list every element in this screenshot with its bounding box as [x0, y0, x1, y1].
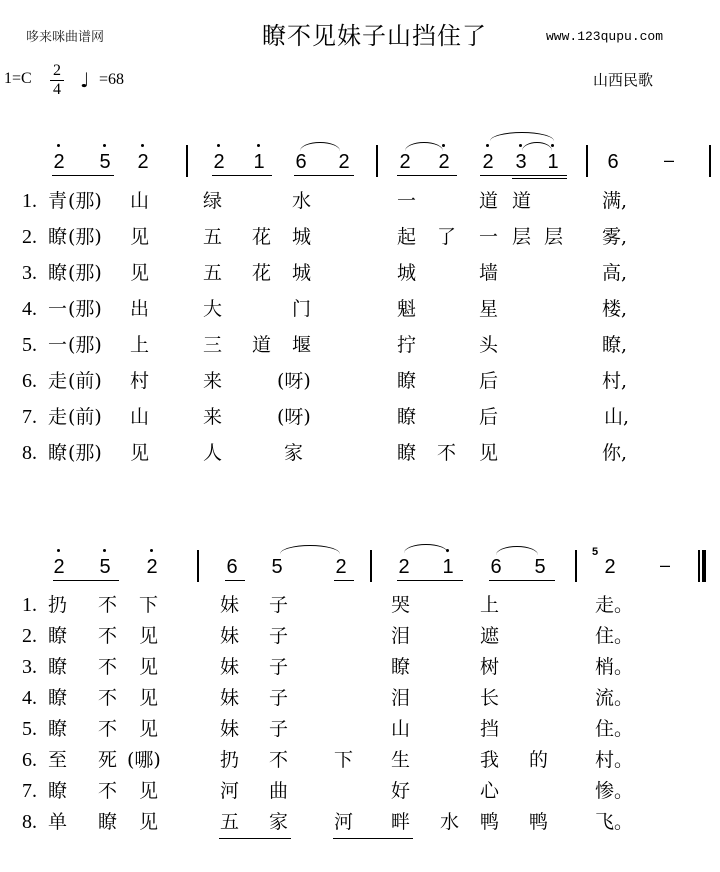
- underline-beam: [334, 580, 354, 581]
- grace-note: 5: [592, 546, 599, 558]
- note: 2: [335, 556, 347, 578]
- quarter-note-icon: ♩: [80, 68, 90, 92]
- note: 5: [98, 152, 112, 172]
- note: 5: [98, 557, 112, 577]
- slur: [522, 142, 552, 151]
- barline: [186, 145, 188, 177]
- underline-beam: [489, 580, 555, 581]
- note: 6: [607, 151, 619, 173]
- note: 2: [481, 152, 495, 172]
- barline: [370, 550, 372, 582]
- slur: [280, 545, 340, 554]
- site-name: 哆来咪曲谱网: [26, 30, 105, 45]
- note: 6: [226, 556, 238, 578]
- lyric-underline: [219, 838, 291, 839]
- underline-beam: [225, 580, 245, 581]
- note: 2: [437, 152, 451, 172]
- underline-beam: [53, 580, 119, 581]
- tempo-marking: =68: [99, 71, 125, 88]
- key-signature: 1=C: [4, 70, 32, 87]
- note: 3: [514, 152, 528, 172]
- underline-beam: [397, 175, 457, 176]
- underline-beam: [512, 178, 567, 179]
- note: 1: [546, 152, 560, 172]
- note: 2: [145, 557, 159, 577]
- slur: [405, 142, 443, 151]
- barline: [376, 145, 378, 177]
- composer-credit: 山西民歌: [593, 71, 654, 89]
- note: 1: [441, 557, 455, 577]
- final-barline-thick: [702, 550, 706, 582]
- note: 5: [534, 556, 546, 578]
- time-sig-top: 2: [53, 62, 61, 79]
- barline: [586, 145, 588, 177]
- dash-hold: –: [660, 555, 671, 575]
- underline-beam: [480, 175, 567, 176]
- final-barline-thin: [698, 550, 700, 582]
- note: 2: [398, 556, 410, 578]
- note: 2: [52, 557, 66, 577]
- slur: [490, 132, 554, 141]
- lyric-underline: [333, 838, 413, 839]
- note: 5: [271, 556, 283, 578]
- note: 2: [136, 152, 150, 172]
- note: 2: [338, 151, 350, 173]
- slur: [300, 142, 340, 151]
- site-url[interactable]: www.123qupu.com: [546, 29, 664, 44]
- note: 2: [212, 152, 226, 172]
- barline: [197, 550, 199, 582]
- underline-beam: [52, 175, 114, 176]
- note: 2: [604, 556, 616, 578]
- note: 6: [490, 556, 502, 578]
- underline-beam: [397, 580, 463, 581]
- song-title: 瞭不见妹子山挡住了: [262, 22, 487, 50]
- time-signature: [50, 62, 64, 99]
- barline: [709, 145, 711, 177]
- slur: [404, 544, 448, 553]
- time-sig-bottom: 4: [50, 80, 64, 99]
- slur: [496, 546, 538, 555]
- note: 2: [52, 152, 66, 172]
- note: 6: [295, 151, 307, 173]
- underline-beam: [212, 175, 272, 176]
- dash-hold: –: [664, 150, 675, 170]
- barline: [575, 550, 577, 582]
- underline-beam: [294, 175, 354, 176]
- note: 1: [252, 152, 266, 172]
- note: 2: [399, 151, 411, 173]
